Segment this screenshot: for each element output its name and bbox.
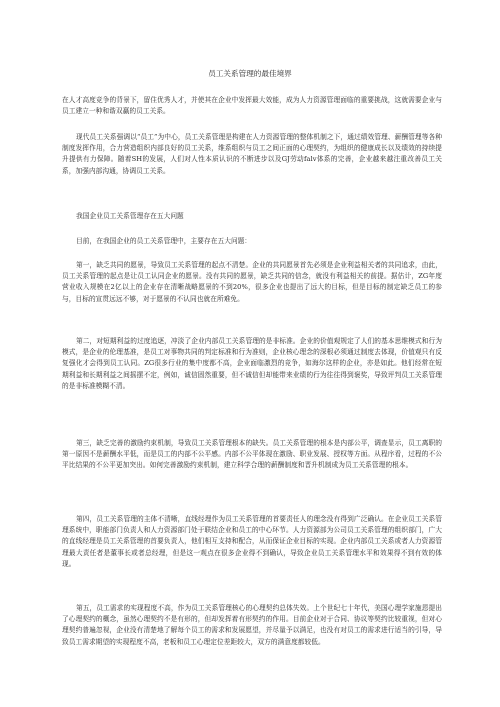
paragraph-problem-2: 第二，对短期利益的过度追逐，冲淡了企业内部员工关系管理的是非标准。企业的价值观规定了人们的基本思维模式和行为模式，是企业的伦理基准，是员工对事物共同的判定标准和行为准则，企业核心理念的深根必须通过制度去体现，价值观只有反复强化才会得到员工认同。ZG很多行业的集中度都不高，企业面临激烈的竞争，如海尔这样的企业，亦是如此。他们经常在短期利益和长期利益之间摇摆不定，例如，诚信固然重要，但不诚信但却能带来业绩的行为往往得到褒奖，导致评判员工关系管理的是非标准模糊不清。 <box>62 337 442 390</box>
paragraph-problem-3: 第三，缺乏完善的激励约束机制，导致员工关系管理根本的缺失。员工关系管理的根本是内部公平，调查显示，员工离职的第一原因不是薪酬水平低，而是员工的内部不公平感。内部不公平体现在激励、职业发展、授权等方面。从程序看，过程的不公平比结果的不公平更加突出。如何完善激励约束机制，建立科学合理的薪酬制度和晋升机制成为员工关系管理的根本。 <box>62 439 442 470</box>
paragraph-problem-1: 第一，缺乏共同的愿景，导致员工关系管理的起点不清楚。企业的共同愿景首先必须是企业利益相关者的共同追求，由此，员工关系管理的起点是让员工认同企业的愿景。没有共同的愿景，缺乏共同的信念，就没有利益相关的前提。据估计，ZG年度营业收入规模在2亿以上的企业存在清晰战略愿景的不到20%，很多企业也提出了远大的目标，但是目标的制定缺乏员工的参与，目标的宣贯远远不够，对于愿景的不认同也就在所难免。 <box>62 261 442 303</box>
paragraph-intro: 在人才高度竞争的背景下，留住优秀人才，并使其在企业中发挥最大效能，成为人力资源管理面临的重要挑战，这就需要企业与员工建立一种和谐双赢的员工关系。 <box>62 96 442 116</box>
paragraph-problem-4: 第四，员工关系管理的主体不清晰，直线经理作为员工关系管理的首要责任人的理念没有得到广泛确认。在企业员工关系管理系统中，职能部门负责人和人力资源部门处于联结企业和员工的中心环节。人力资源部为公司员工关系管理的组织部门，广大的直线经理是员工关系管理的首要负责人，他们相互支持和配合，从而保证企业目标的实现。企业内部员工关系或者人力资源管理最大责任者是董事长或者总经理，但是这一观点在很多企业得不到确认，导致企业员工关系管理水平和效果得不到有效的体现。 <box>62 515 442 568</box>
paragraph-problems-intro: 目前，在我国企业的员工关系管理中，主要存在五大问题： <box>76 237 252 245</box>
section-heading: 我国企业员工关系管理存在五大问题 <box>76 212 184 220</box>
document-title: 员工关系管理的最佳境界 <box>208 69 292 78</box>
paragraph-problem-5: 第五，员工需求的实现程度不高，作为员工关系管理核心的心理契约总体失效。上个世纪七十年代，美国心理学家施恩提出了心理契约的概念，虽然心理契约不是有形的，但却发挥着有形契约的作用。目前企业对于合同、协议等契约比较重视，但对心理契约普遍忽视，企业没有清楚地了解每个员工的需求和发展愿望，并尽量予以满足，也没有对员工的需求进行适当的引导，导致员工需求期望的实现程度不高，老板和员工心理定位差距较大，双方的满意度都较低。 <box>62 604 442 646</box>
paragraph-modern-relations: 现代员工关系强调以“员工”为中心，员工关系管理是构建在人力资源管理的整体机制之下，通过绩效管理、薪酬管理等各种制度发挥作用，合力营造组织内部良好的员工关系，维系组织与员工之间正面的心理契约，为组织的健康成长以及绩效的持续提升提供有力保障。随着SH的发展，人们对人性本质认识的不断进步以及GJ劳动falv体系的完善，企业越来越注重改善员工关系，加强内部沟通，协调员工关系。 <box>62 133 442 175</box>
